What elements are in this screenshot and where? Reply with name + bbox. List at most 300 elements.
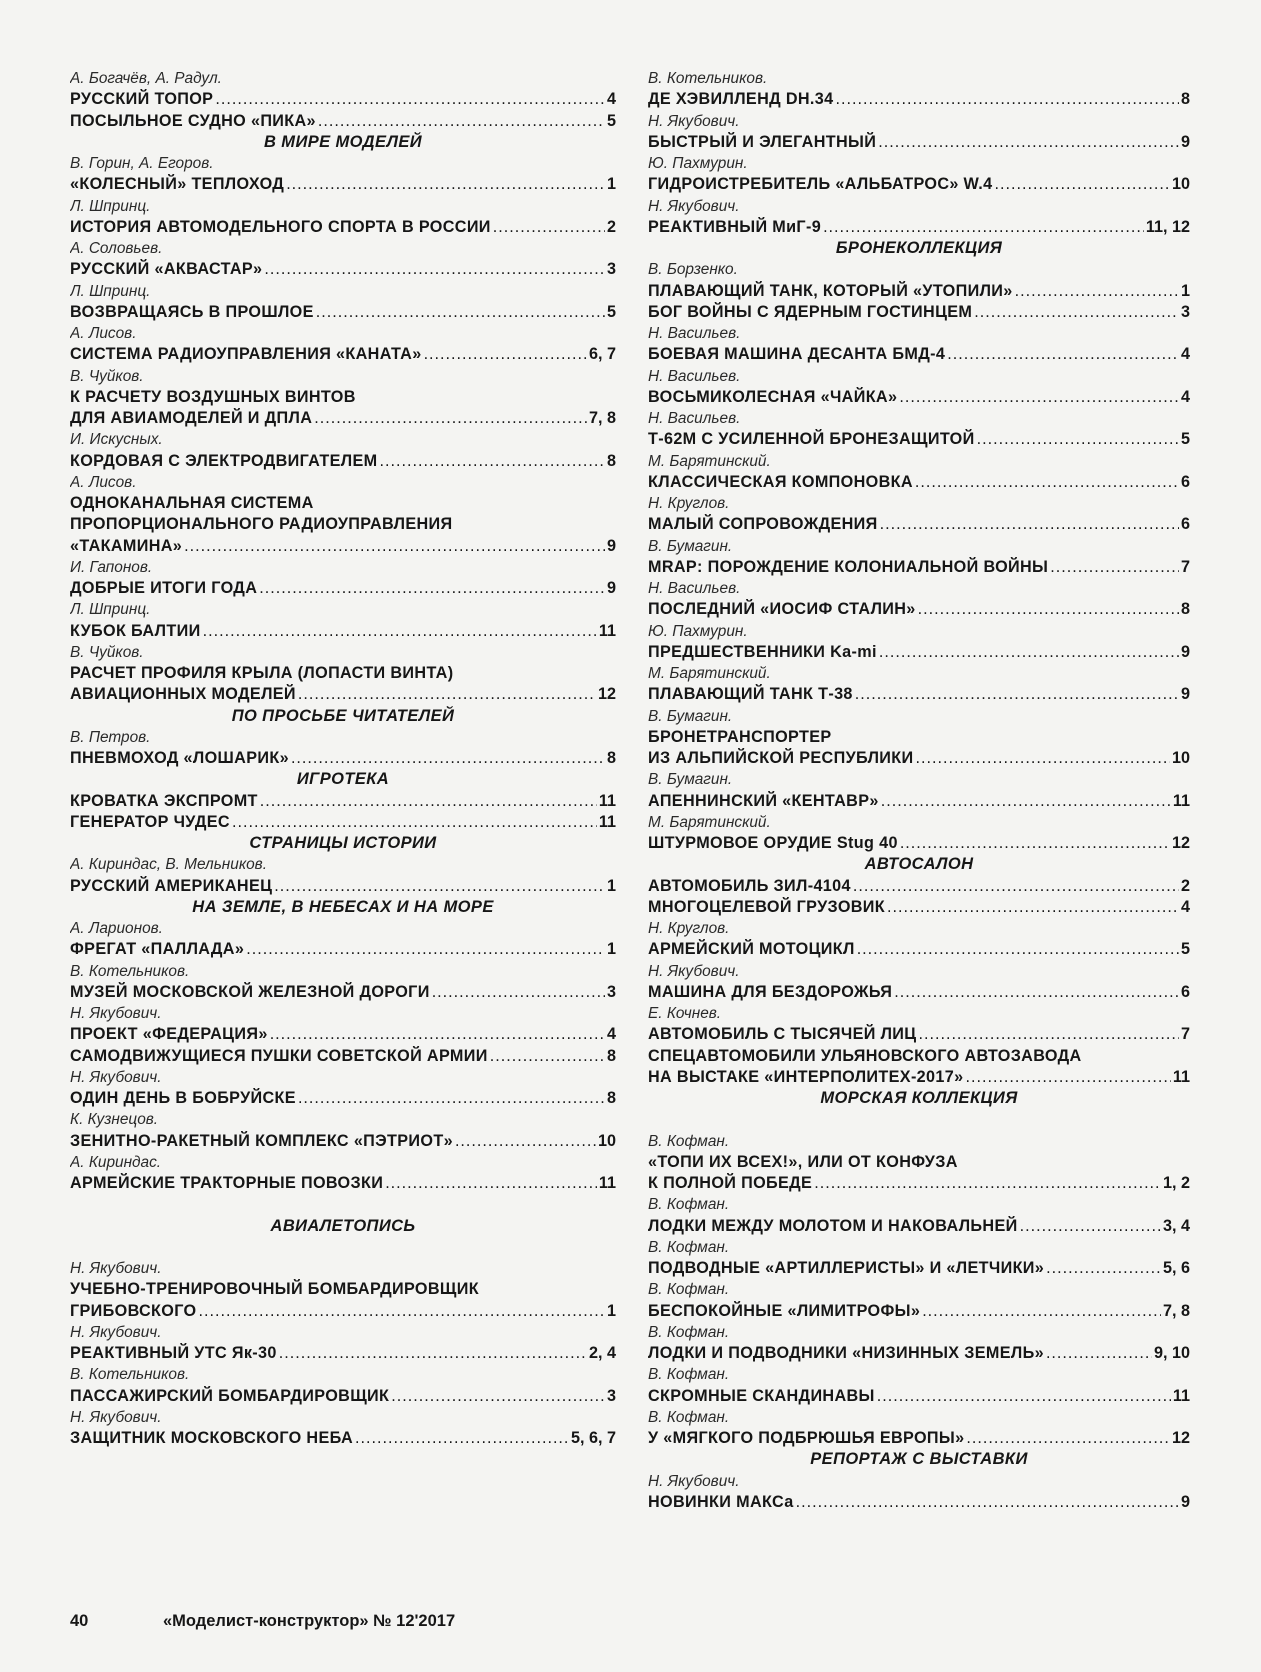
dot-leader — [887, 897, 1179, 918]
toc-entry — [648, 642, 1190, 663]
author-line: А. Лисов. — [70, 473, 137, 491]
dot-leader — [977, 429, 1179, 450]
dot-leader — [259, 578, 605, 599]
author-line: В. Борзенко. — [648, 261, 738, 279]
toc-entry — [70, 259, 616, 280]
entry-page: 4 — [1180, 345, 1190, 364]
author-line: Ю. Пахмурин. — [648, 155, 748, 172]
toc-entry — [648, 684, 1190, 705]
dot-leader — [915, 472, 1179, 493]
entry-page: 5, 6, 7 — [571, 1429, 616, 1447]
toc-entry — [70, 174, 616, 195]
toc-entry — [70, 1428, 616, 1449]
entry-title: ПАССАЖИРСКИЙ БОМБАРДИРОВЩИК — [70, 1386, 390, 1405]
entry-page: 7 — [1180, 1025, 1190, 1044]
toc-entry — [70, 791, 616, 812]
section-heading: БРОНЕКОЛЛЕКЦИЯ — [835, 239, 1003, 257]
entry-page: 3, 4 — [1162, 1216, 1190, 1235]
entry-page: 5 — [606, 111, 616, 130]
dot-leader — [291, 748, 605, 769]
entry-title: ВОСЬМИКОЛЕСНАЯ «ЧАЙКА» — [648, 387, 898, 406]
toc-entry — [70, 1046, 616, 1067]
author-line: В. Чуйков. — [70, 367, 144, 385]
entry-title: ГИДРОИСТРЕБИТЕЛЬ «АЛЬБАТРОС» W.4 — [648, 175, 993, 194]
dot-leader — [391, 1386, 605, 1407]
spacer — [648, 1109, 1190, 1130]
dot-leader — [918, 1024, 1179, 1045]
entry-page: 8 — [1180, 600, 1190, 619]
entry-page: 3 — [1180, 302, 1190, 321]
entry-title: БЫСТРЫЙ И ЭЛЕГАНТНЫЙ — [648, 132, 877, 151]
entry-title-line: К РАСЧЕТУ ВОЗДУШНЫХ ВИНТОВ — [70, 387, 356, 406]
author-line: Н. Васильев. — [648, 325, 741, 342]
entry-page: 11 — [598, 812, 616, 831]
author-line: Н. Круглов. — [648, 495, 730, 512]
entry-title-line: УЧЕБНО-ТРЕНИРОВОЧНЫЙ БОМБАРДИРОВЩИК — [70, 1280, 479, 1299]
toc-entry — [648, 132, 1190, 153]
section-heading: СТРАНИЦЫ ИСТОРИИ — [249, 834, 437, 852]
author-line: А. Соловьев. — [70, 240, 163, 257]
dot-leader — [881, 791, 1171, 812]
author-line: В. Чуйков. — [70, 643, 144, 661]
entry-title: ФРЕГАТ «ПАЛЛАДА» — [70, 940, 245, 959]
author-line: В. Кофман. — [648, 1196, 730, 1214]
entry-title: ПОСЛЕДНИЙ «ИОСИФ СТАЛИН» — [648, 600, 916, 619]
entry-page: 9, 10 — [1153, 1344, 1190, 1362]
author-line: И. Гапонов. — [70, 558, 153, 576]
entry-page: 5, 6 — [1162, 1259, 1190, 1277]
contents-column-left — [70, 68, 616, 1449]
entry-title: ПЛАВАЮЩИЙ ТАНК Т-38 — [648, 685, 853, 704]
author-line: Н. Васильев. — [648, 367, 741, 385]
entry-title: АВТОМОБИЛЬ С ТЫСЯЧЕЙ ЛИЦ — [648, 1025, 917, 1044]
section-heading: МОРСКАЯ КОЛЛЕКЦИЯ — [820, 1089, 1018, 1107]
toc-entry — [648, 1343, 1190, 1364]
entry-title: ПЛАВАЮЩИЙ ТАНК, КОТОРЫЙ «УТОПИЛИ» — [648, 281, 1013, 300]
journal-issue: «Моделист-конструктор» № 12'2017 — [162, 1612, 456, 1630]
author-line: А. Ларионов. — [70, 920, 163, 937]
toc-entry — [648, 833, 1190, 854]
toc-entry — [70, 876, 616, 897]
entry-page: 11 — [598, 621, 616, 640]
dot-leader — [286, 174, 605, 195]
entry-page: 6 — [1180, 472, 1190, 491]
dot-leader — [432, 982, 605, 1003]
entry-title: МНОГОЦЕЛЕВОЙ ГРУЗОВИК — [648, 897, 886, 916]
entry-page: 9 — [606, 536, 616, 555]
entry-title: ГРИБОВСКОГО — [70, 1301, 197, 1320]
entry-page: 6, 7 — [588, 345, 616, 364]
entry-title: СКРОМНЫЕ СКАНДИНАВЫ — [648, 1386, 875, 1405]
entry-page: 1 — [606, 1301, 616, 1320]
entry-title: РУССКИЙ «АКВАСТАР» — [70, 260, 263, 279]
entry-title: НОВИНКИ МАКСа — [648, 1492, 794, 1511]
toc-entry — [648, 429, 1190, 450]
dot-leader — [966, 1428, 1170, 1449]
entry-title: ПРЕДШЕСТВЕННИКИ Ka-mi — [648, 642, 877, 661]
section-heading: ПО ПРОСЬБЕ ЧИТАТЕЛЕЙ — [231, 706, 455, 725]
toc-entry — [648, 1067, 1190, 1088]
dot-leader — [298, 684, 596, 705]
toc-entry — [648, 748, 1190, 769]
author-line: В. Котельников. — [70, 1366, 190, 1384]
entry-title-line: ПРОПОРЦИОНАЛЬНОГО РАДИОУПРАВЛЕНИЯ — [70, 515, 453, 534]
entry-title: РУССКИЙ ТОПОР — [70, 90, 214, 109]
entry-page: 4 — [606, 1025, 616, 1044]
toc-entry — [70, 111, 616, 132]
toc-entry — [648, 939, 1190, 960]
section-heading: ИГРОТЕКА — [296, 770, 390, 789]
dot-leader — [264, 259, 605, 280]
entry-title-line: РАСЧЕТ ПРОФИЛЯ КРЫЛА (ЛОПАСТИ ВИНТА) — [70, 664, 454, 682]
entry-title: ИЗ АЛЬПИЙСКОЙ РЕСПУБЛИКИ — [648, 749, 914, 767]
author-line: Н. Якубович. — [70, 1068, 162, 1086]
author-line: М. Барятинский. — [648, 665, 771, 682]
toc-entry — [70, 1024, 616, 1045]
entry-page: 11 — [598, 791, 616, 810]
author-line: В. Горин, А. Егоров. — [70, 155, 214, 172]
entry-title: ВОЗВРАЩАЯСЬ В ПРОШЛОЕ — [70, 302, 314, 321]
author-line: Н. Якубович. — [70, 1260, 162, 1277]
dot-leader — [857, 939, 1179, 960]
toc-entry — [648, 174, 1190, 195]
entry-page: 5 — [1180, 430, 1190, 449]
dot-leader — [974, 302, 1179, 323]
entry-page: 8 — [606, 451, 616, 470]
author-line: М. Барятинский. — [648, 813, 771, 831]
entry-page: 11 — [1172, 791, 1190, 810]
toc-entry — [70, 344, 616, 365]
author-line: В. Кофман. — [648, 1238, 730, 1256]
entry-title: ОДИН ДЕНЬ В БОБРУЙСКЕ — [70, 1089, 296, 1107]
entry-page: 2, 4 — [588, 1344, 616, 1362]
author-line: Н. Якубович. — [70, 1005, 162, 1022]
dot-leader — [1050, 557, 1179, 578]
toc-entry — [648, 1301, 1190, 1322]
entry-title: КЛАССИЧЕСКАЯ КОМПОНОВКА — [648, 472, 913, 491]
toc-entry — [648, 387, 1190, 408]
entry-page: 9 — [1180, 642, 1190, 661]
spacer — [70, 1194, 616, 1215]
entry-title: КУБОК БАЛТИИ — [70, 621, 201, 640]
dot-leader — [355, 1428, 569, 1449]
toc-entry — [70, 812, 616, 833]
author-line: В. Бумагин. — [648, 771, 733, 789]
section-heading: АВИАЛЕТОПИСЬ — [270, 1216, 416, 1235]
toc-entry — [648, 1258, 1190, 1279]
author-line: Н. Васильев. — [648, 410, 741, 427]
toc-entry — [648, 1024, 1190, 1045]
entry-page: 3 — [606, 260, 616, 279]
toc-entry — [70, 578, 616, 599]
author-line: Н. Якубович. — [70, 1408, 162, 1426]
entry-title: КРОВАТКА ЭКСПРОМТ — [70, 791, 258, 810]
dot-leader — [1015, 281, 1179, 302]
entry-title: АВИАЦИОННЫХ МОДЕЛЕЙ — [70, 685, 296, 704]
dot-leader — [823, 217, 1144, 238]
dot-leader — [877, 1386, 1171, 1407]
author-line: Н. Якубович. — [648, 1472, 740, 1490]
dot-leader — [318, 111, 605, 132]
toc-entry — [70, 748, 616, 769]
entry-title: ГЕНЕРАТОР ЧУДЕС — [70, 812, 230, 831]
entry-title: АРМЕЙСКИЙ МОТОЦИКЛ — [648, 940, 855, 959]
dot-leader — [899, 387, 1179, 408]
entry-title: «КОЛЕСНЫЙ» ТЕПЛОХОД — [70, 175, 285, 194]
entry-title: СИСТЕМА РАДИОУПРАВЛЕНИЯ «КАНАТА» — [70, 345, 422, 364]
entry-title: ЗАЩИТНИК МОСКОВСКОГО НЕБА — [70, 1429, 354, 1447]
entry-title: ПРОЕКТ «ФЕДЕРАЦИЯ» — [70, 1025, 268, 1044]
author-line: В. Котельников. — [648, 70, 768, 87]
entry-title: ЛОДКИ И ПОДВОДНИКИ «НИЗИННЫХ ЗЕМЕЛЬ» — [648, 1344, 1044, 1362]
toc-entry — [648, 302, 1190, 323]
section-heading: АВТОСАЛОН — [864, 855, 974, 874]
dot-leader — [274, 876, 605, 897]
entry-page: 12 — [1171, 834, 1190, 852]
author-line: Н. Якубович. — [648, 962, 740, 980]
author-line: В. Кофман. — [648, 1323, 730, 1341]
toc-entry — [70, 1131, 616, 1152]
toc-entry — [70, 217, 616, 238]
section-heading: В МИРЕ МОДЕЛЕЙ — [264, 132, 422, 151]
entry-page: 8 — [606, 1089, 616, 1107]
toc-entry — [648, 557, 1190, 578]
toc-entry — [648, 344, 1190, 365]
entry-page: 2 — [1180, 876, 1190, 895]
toc-entry — [648, 791, 1190, 812]
author-line: Н. Круглов. — [648, 920, 730, 937]
entry-page: 1 — [1180, 281, 1190, 300]
entry-title-line: ОДНОКАНАЛЬНАЯ СИСТЕМА — [70, 494, 314, 512]
toc-entry — [70, 451, 616, 472]
entry-page: 5 — [606, 302, 616, 321]
author-line: М. Барятинский. — [648, 452, 771, 470]
dot-leader — [918, 599, 1179, 620]
dot-leader — [424, 344, 587, 365]
entry-page: 6 — [1180, 515, 1190, 534]
dot-leader — [922, 1301, 1161, 1322]
dot-leader — [215, 89, 605, 110]
author-line: Е. Кочнев. — [648, 1005, 722, 1022]
toc-entry — [70, 1301, 616, 1322]
toc-entry — [70, 408, 616, 429]
entry-title-line: «ТОПИ ИХ ВСЕХ!», ИЛИ ОТ КОНФУЗА — [648, 1152, 958, 1171]
dot-leader — [880, 514, 1179, 535]
dot-leader — [915, 748, 1170, 769]
author-line: А. Кириндас, В. Мельников. — [70, 856, 267, 874]
entry-title: БЕСПОКОЙНЫЕ «ЛИМИТРОФЫ» — [648, 1301, 921, 1320]
dot-leader — [995, 174, 1170, 195]
page-footer — [70, 1612, 455, 1631]
author-line: И. Искусных. — [70, 431, 163, 449]
dot-leader — [298, 1088, 605, 1109]
entry-title: МАЛЫЙ СОПРОВОЖДЕНИЯ — [648, 515, 878, 534]
entry-title: САМОДВИЖУЩИЕСЯ ПУШКИ СОВЕТСКОЙ АРМИИ — [70, 1046, 488, 1065]
entry-title: «ТАКАМИНА» — [70, 536, 183, 555]
entry-title: РЕАКТИВНЫЙ УТС Як-30 — [70, 1344, 277, 1362]
spacer — [70, 1237, 616, 1258]
entry-title: МАШИНА ДЛЯ БЕЗДОРОЖЬЯ — [648, 982, 893, 1001]
toc-entry — [648, 1428, 1190, 1449]
dot-leader — [184, 536, 605, 557]
dot-leader — [232, 812, 597, 833]
entry-title: У «МЯГКОГО ПОДБРЮШЬЯ ЕВРОПЫ» — [648, 1429, 965, 1447]
author-line: В. Кофман. — [648, 1366, 730, 1384]
entry-page: 2 — [606, 217, 616, 236]
entry-title: РЕАКТИВНЫЙ МиГ-9 — [648, 217, 822, 236]
entry-page: 10 — [1171, 749, 1190, 767]
dot-leader — [894, 982, 1179, 1003]
author-line: Н. Якубович. — [648, 197, 740, 215]
toc-entry — [648, 281, 1190, 302]
dot-leader — [260, 791, 597, 812]
author-line: В. Бумагин. — [648, 707, 733, 725]
dot-leader — [814, 1173, 1161, 1194]
author-line: Н. Якубович. — [70, 1323, 162, 1341]
entry-page: 8 — [606, 749, 616, 767]
author-line: В. Котельников. — [70, 962, 190, 980]
entry-page: 10 — [1171, 175, 1190, 194]
entry-page: 4 — [1180, 897, 1190, 916]
entry-page: 3 — [606, 982, 616, 1001]
dot-leader — [493, 217, 605, 238]
author-line: В. Бумагин. — [648, 537, 733, 555]
entry-page: 1 — [606, 876, 616, 895]
toc-entry — [70, 89, 616, 110]
toc-entry — [70, 1343, 616, 1364]
toc-entry — [648, 217, 1190, 238]
dot-leader — [879, 642, 1179, 663]
dot-leader — [1020, 1216, 1161, 1237]
page-number: 40 — [70, 1612, 89, 1630]
entry-title: АПЕННИНСКИЙ «КЕНТАВР» — [648, 791, 879, 810]
toc-entry — [648, 1386, 1190, 1407]
entry-page: 10 — [597, 1131, 616, 1150]
entry-title: ЗЕНИТНО-РАКЕТНЫЙ КОМПЛЕКС «ПЭТРИОТ» — [70, 1131, 453, 1150]
entry-page: 1 — [606, 175, 616, 194]
entry-page: 8 — [1180, 90, 1190, 109]
toc-entry — [648, 1492, 1190, 1513]
author-line: А. Кириндас. — [70, 1153, 162, 1171]
toc-entry — [648, 876, 1190, 897]
dot-leader — [379, 451, 605, 472]
entry-title: ДОБРЫЕ ИТОГИ ГОДА — [70, 579, 258, 597]
entry-page: 7, 8 — [1162, 1301, 1190, 1320]
dot-leader — [1046, 1258, 1161, 1279]
toc-entry — [70, 621, 616, 642]
entry-page: 6 — [1180, 982, 1190, 1001]
toc-entry — [648, 599, 1190, 620]
author-line: А. Богачёв, А. Радул. — [70, 70, 222, 87]
author-line: К. Кузнецов. — [70, 1111, 159, 1129]
entry-page: 3 — [606, 1386, 616, 1405]
entry-title: ИСТОРИЯ АВТОМОДЕЛЬНОГО СПОРТА В РОССИИ — [70, 217, 491, 236]
entry-page: 9 — [1180, 132, 1190, 151]
dot-leader — [1046, 1343, 1152, 1364]
entry-page: 7, 8 — [588, 409, 616, 427]
author-line: Л. Шпринц. — [70, 282, 151, 300]
entry-page: 1, 2 — [1162, 1174, 1190, 1192]
entry-title: К ПОЛНОЙ ПОБЕДЕ — [648, 1174, 813, 1192]
dot-leader — [855, 684, 1179, 705]
toc-entry — [648, 897, 1190, 918]
entry-title: ЛОДКИ МЕЖДУ МОЛОТОМ И НАКОВАЛЬНЕЙ — [648, 1216, 1018, 1235]
entry-title: Т-62М С УСИЛЕННОЙ БРОНЕЗАЩИТОЙ — [648, 430, 975, 449]
toc-entry — [70, 536, 616, 557]
dot-leader — [796, 1492, 1179, 1513]
entry-title: ДЛЯ АВИАМОДЕЛЕЙ И ДПЛА — [70, 409, 313, 427]
entry-page: 9 — [1180, 685, 1190, 704]
author-line: А. Лисов. — [70, 325, 137, 342]
entry-page: 12 — [1171, 1429, 1190, 1447]
dot-leader — [203, 621, 597, 642]
entry-title: АВТОМОБИЛЬ ЗИЛ-4104 — [648, 876, 851, 895]
entry-title: БОЕВАЯ МАШИНА ДЕСАНТА БМД-4 — [648, 345, 946, 364]
toc-entry — [70, 302, 616, 323]
toc-entry — [648, 1173, 1190, 1194]
section-heading: НА ЗЕМЛЕ, В НЕБЕСАХ И НА МОРЕ — [192, 897, 494, 916]
toc-entry — [70, 982, 616, 1003]
entry-page: 12 — [597, 685, 616, 704]
dot-leader — [198, 1301, 605, 1322]
author-line: Л. Шпринц. — [70, 197, 151, 215]
dot-leader — [900, 833, 1170, 854]
author-line: В. Кофман. — [648, 1132, 730, 1150]
entry-title: МУЗЕЙ МОСКОВСКОЙ ЖЕЛЕЗНОЙ ДОРОГИ — [70, 982, 430, 1001]
entry-page: 1 — [606, 940, 616, 959]
entry-title: ПНЕВМОХОД «ЛОШАРИК» — [70, 749, 289, 767]
entry-title: КОРДОВАЯ С ЭЛЕКТРОДВИГАТЕЛЕМ — [70, 451, 378, 470]
entry-title: РУССКИЙ АМЕРИКАНЕЦ — [70, 876, 273, 895]
entry-page: 11 — [1172, 1067, 1190, 1086]
entry-title: НА ВЫСТАКЕ «ИНТЕРПОЛИТЕХ-2017» — [648, 1067, 964, 1086]
entry-page: 8 — [606, 1046, 616, 1065]
contents-column-right — [648, 68, 1190, 1513]
toc-entry — [648, 1216, 1190, 1237]
author-line: В. Кофман. — [648, 1281, 730, 1299]
toc-entry — [70, 1173, 616, 1194]
author-line: Н. Васильев. — [648, 580, 741, 597]
toc-entry — [70, 684, 616, 705]
entry-page: 4 — [606, 90, 616, 109]
toc-entry — [70, 1386, 616, 1407]
toc-entry — [648, 89, 1190, 110]
dot-leader — [878, 132, 1179, 153]
entry-title: ДЕ ХЭВИЛЛЕНД DH.34 — [648, 90, 834, 109]
entry-title: АРМЕЙСКИЕ ТРАКТОРНЫЕ ПОВОЗКИ — [70, 1174, 384, 1192]
entry-title-line: СПЕЦАВТОМОБИЛИ УЛЬЯНОВСКОГО АВТОЗАВОДА — [648, 1046, 1082, 1065]
dot-leader — [316, 302, 605, 323]
dot-leader — [490, 1046, 605, 1067]
toc-entry — [648, 514, 1190, 535]
toc-entry — [70, 939, 616, 960]
author-line: В. Кофман. — [648, 1408, 730, 1426]
author-line: Ю. Пахмурин. — [648, 622, 748, 640]
entry-title: ПОДВОДНЫЕ «АРТИЛЛЕРИСТЫ» И «ЛЕТЧИКИ» — [648, 1259, 1045, 1277]
entry-title: БОГ ВОЙНЫ С ЯДЕРНЫМ ГОСТИНЦЕМ — [648, 302, 973, 321]
dot-leader — [270, 1024, 605, 1045]
entry-title: MRAP: ПОРОЖДЕНИЕ КОЛОНИАЛЬНОЙ ВОЙНЫ — [648, 557, 1049, 576]
author-line: Л. Шпринц. — [70, 601, 151, 619]
entry-page: 5 — [1180, 940, 1190, 959]
entry-page: 11, 12 — [1145, 217, 1190, 236]
entry-page: 9 — [1180, 1492, 1190, 1511]
dot-leader — [455, 1131, 596, 1152]
author-line: Н. Якубович. — [648, 112, 740, 130]
toc-entry — [648, 982, 1190, 1003]
dot-leader — [314, 408, 587, 429]
dot-leader — [246, 939, 605, 960]
